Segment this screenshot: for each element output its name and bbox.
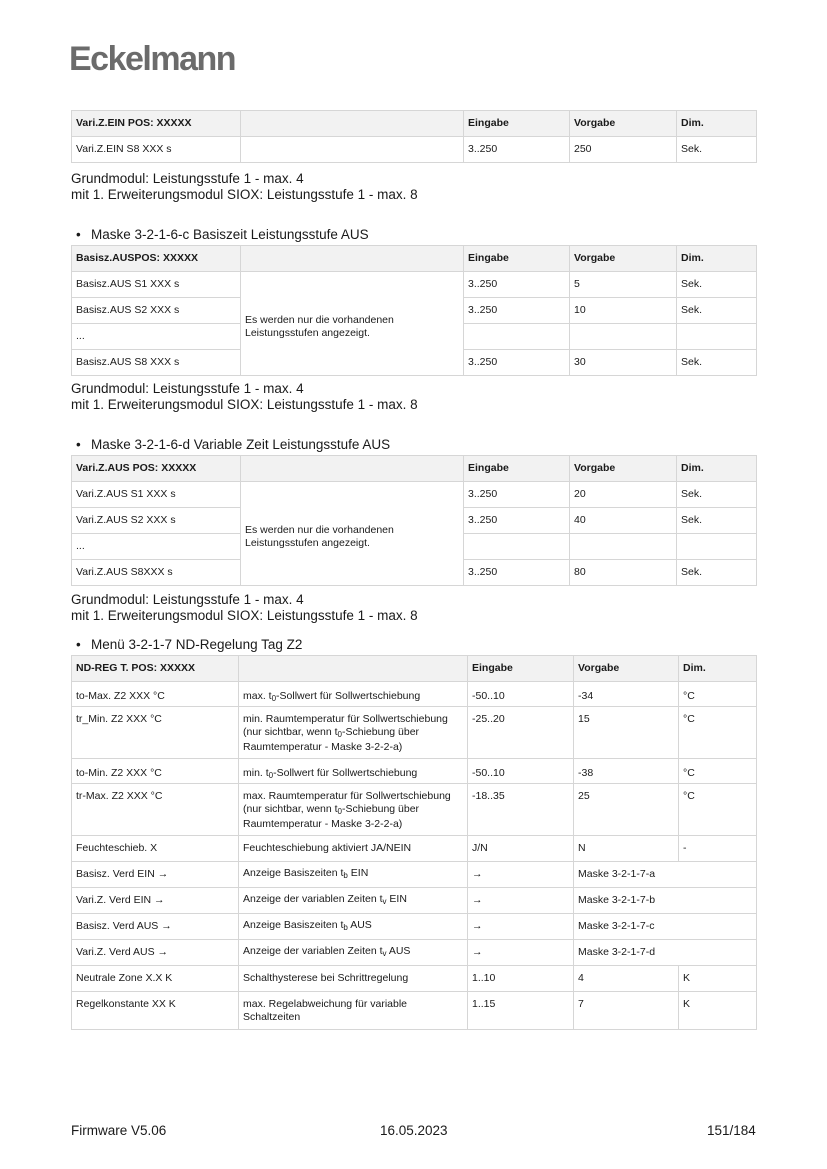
note-line: Grundmodul: Leistungsstufe 1 - max. 4 bbox=[71, 171, 304, 186]
header-cell: Vorgabe bbox=[570, 111, 677, 137]
cell: Vari.Z.AUS S1 XXX s bbox=[72, 482, 241, 508]
header-cell: Dim. bbox=[679, 656, 757, 682]
cell: Vari.Z.AUS S2 XXX s bbox=[72, 508, 241, 534]
cell: ... bbox=[72, 534, 241, 560]
cell: 30 bbox=[570, 350, 677, 376]
header-cell: Eingabe bbox=[464, 456, 570, 482]
text: min. Raumtemperatur für Sollwertschiebung (nur sichtbar, wenn t bbox=[243, 713, 448, 738]
cell: - bbox=[679, 836, 757, 862]
section-title: Maske 3-2-1-6-d Variable Zeit Leistungsstufe AUS bbox=[91, 437, 391, 452]
cell bbox=[570, 324, 677, 350]
text: min. t bbox=[243, 767, 269, 779]
cell: Vari.Z.EIN S8 XXX s bbox=[72, 137, 241, 163]
cell bbox=[570, 534, 677, 560]
subscript: 0 bbox=[337, 729, 342, 739]
text: Anzeige Basiszeiten t bbox=[243, 918, 344, 931]
cell: K bbox=[679, 992, 757, 1030]
cell bbox=[239, 759, 468, 784]
cell: max. Regelabweichung für variable Schaltzeiten bbox=[239, 992, 468, 1030]
text: -Sollwert für Sollwertschiebung bbox=[276, 690, 421, 702]
header-cell: Eingabe bbox=[464, 111, 570, 137]
text: AUS bbox=[386, 944, 411, 957]
header-cell: Eingabe bbox=[468, 656, 574, 682]
table-row bbox=[72, 888, 757, 914]
cell: 1..10 bbox=[468, 966, 574, 992]
header-cell bbox=[241, 246, 464, 272]
table-row bbox=[72, 272, 757, 298]
company-logo: Eckelmann bbox=[69, 40, 236, 78]
cell: Basisz.AUS S2 XXX s bbox=[72, 298, 241, 324]
table-row bbox=[72, 862, 757, 888]
cell: → bbox=[468, 862, 574, 888]
param-table-vari-z-aus bbox=[71, 455, 757, 586]
header-cell: Basisz.AUSPOS: XXXXX bbox=[72, 246, 241, 272]
note-line: Grundmodul: Leistungsstufe 1 - max. 4 bbox=[71, 381, 304, 396]
cell: K bbox=[679, 966, 757, 992]
cell: Basisz. Verd AUS → bbox=[72, 914, 239, 940]
cell: Sek. bbox=[677, 350, 757, 376]
footer-firmware: Firmware V5.06 bbox=[71, 1123, 167, 1138]
cell bbox=[464, 324, 570, 350]
cell: 1..15 bbox=[468, 992, 574, 1030]
note-line: Grundmodul: Leistungsstufe 1 - max. 4 bbox=[71, 592, 304, 607]
note-paragraph bbox=[71, 381, 418, 413]
table-header-row bbox=[72, 656, 757, 682]
cell: to-Min. Z2 XXX °C bbox=[72, 759, 239, 784]
cell: 3..250 bbox=[464, 137, 570, 163]
header-cell: Eingabe bbox=[464, 246, 570, 272]
subscript: b bbox=[343, 922, 348, 932]
cell: -50..10 bbox=[468, 682, 574, 707]
subscript: v bbox=[382, 896, 387, 906]
cell: Regelkonstante XX K bbox=[72, 992, 239, 1030]
header-cell: Dim. bbox=[677, 246, 757, 272]
cell: 3..250 bbox=[464, 350, 570, 376]
table-row bbox=[72, 784, 757, 836]
cell: → bbox=[468, 940, 574, 966]
footer-page-number: 151/184 bbox=[707, 1123, 756, 1138]
note-paragraph bbox=[71, 592, 418, 624]
subscript: b bbox=[343, 870, 348, 880]
note-paragraph bbox=[71, 171, 418, 203]
cell bbox=[464, 534, 570, 560]
cell: Basisz.AUS S8 XXX s bbox=[72, 350, 241, 376]
cell bbox=[239, 862, 468, 888]
table-header-row bbox=[72, 456, 757, 482]
section-title: Menü 3-2-1-7 ND-Regelung Tag Z2 bbox=[91, 637, 303, 652]
param-table-vari-z-ein bbox=[71, 110, 757, 163]
cell bbox=[239, 784, 468, 836]
cell: -34 bbox=[574, 682, 679, 707]
cell: °C bbox=[679, 759, 757, 784]
subscript: 0 bbox=[271, 694, 277, 703]
cell: 3..250 bbox=[464, 298, 570, 324]
cell: -50..10 bbox=[468, 759, 574, 784]
header-cell bbox=[241, 456, 464, 482]
subscript: v bbox=[382, 948, 387, 958]
cell: Sek. bbox=[677, 298, 757, 324]
table-row bbox=[72, 759, 757, 784]
param-table-nd-regelung bbox=[71, 655, 757, 1030]
text: EIN bbox=[386, 892, 407, 905]
cell: -18..35 bbox=[468, 784, 574, 836]
cell: 5 bbox=[570, 272, 677, 298]
cell: °C bbox=[679, 707, 757, 759]
bullet-dot: • bbox=[76, 437, 81, 452]
header-cell bbox=[241, 111, 464, 137]
cell: 10 bbox=[570, 298, 677, 324]
section-bullet bbox=[76, 227, 369, 243]
cell: → bbox=[468, 888, 574, 914]
table-row bbox=[72, 482, 757, 508]
header-cell: Dim. bbox=[677, 456, 757, 482]
cell: Sek. bbox=[677, 272, 757, 298]
header-cell: Vari.Z.AUS POS: XXXXX bbox=[72, 456, 241, 482]
cell: 3..250 bbox=[464, 482, 570, 508]
cell: Maske 3-2-1-7-d bbox=[574, 940, 757, 966]
cell: N bbox=[574, 836, 679, 862]
cell: Basisz.AUS S1 XXX s bbox=[72, 272, 241, 298]
cell: Sek. bbox=[677, 137, 757, 163]
cell: -25..20 bbox=[468, 707, 574, 759]
cell: Maske 3-2-1-7-c bbox=[574, 914, 757, 940]
table-row bbox=[72, 966, 757, 992]
cell: 7 bbox=[574, 992, 679, 1030]
text: -Schiebung über Raumtemperatur - Maske 3-2-2-a) bbox=[243, 802, 420, 830]
table-row bbox=[72, 137, 757, 163]
header-cell: Vorgabe bbox=[570, 246, 677, 272]
text: max. t bbox=[243, 690, 272, 702]
cell: Schalthysterese bei Schrittregelung bbox=[239, 966, 468, 992]
cell: Sek. bbox=[677, 560, 757, 586]
note-line: mit 1. Erweiterungsmodul SIOX: Leistungsstufe 1 - max. 8 bbox=[71, 187, 418, 202]
table-row bbox=[72, 992, 757, 1030]
cell: 4 bbox=[574, 966, 679, 992]
cell: J/N bbox=[468, 836, 574, 862]
cell: 40 bbox=[570, 508, 677, 534]
cell: Vari.Z. Verd EIN → bbox=[72, 888, 239, 914]
cell: Maske 3-2-1-7-b bbox=[574, 888, 757, 914]
text: EIN bbox=[347, 866, 369, 879]
header-cell: Vari.Z.EIN POS: XXXXX bbox=[72, 111, 241, 137]
table-row bbox=[72, 940, 757, 966]
param-table-basisz-aus bbox=[71, 245, 757, 376]
header-cell bbox=[239, 656, 468, 682]
footer-date: 16.05.2023 bbox=[380, 1123, 448, 1138]
cell: °C bbox=[679, 682, 757, 707]
cell: -38 bbox=[574, 759, 679, 784]
text: Anzeige der variablen Zeiten t bbox=[243, 892, 383, 905]
header-cell: Vorgabe bbox=[570, 456, 677, 482]
cell: 25 bbox=[574, 784, 679, 836]
text: Anzeige der variablen Zeiten t bbox=[243, 944, 383, 957]
table-row bbox=[72, 682, 757, 707]
cell: 15 bbox=[574, 707, 679, 759]
table-row bbox=[72, 707, 757, 759]
cell bbox=[239, 914, 468, 940]
text: AUS bbox=[347, 918, 372, 931]
cell: tr-Max. Z2 XXX °C bbox=[72, 784, 239, 836]
cell: tr_Min. Z2 XXX °C bbox=[72, 707, 239, 759]
cell bbox=[677, 534, 757, 560]
cell: Sek. bbox=[677, 482, 757, 508]
cell: → bbox=[468, 914, 574, 940]
text: Anzeige Basiszeiten t bbox=[243, 866, 344, 879]
table-row bbox=[72, 914, 757, 940]
cell: Maske 3-2-1-7-a bbox=[574, 862, 757, 888]
cell: 3..250 bbox=[464, 508, 570, 534]
cell: to-Max. Z2 XXX °C bbox=[72, 682, 239, 707]
text: max. Raumtemperatur für Sollwertschiebung (nur sichtbar, wenn t bbox=[243, 790, 451, 815]
note-cell: Es werden nur die vorhandenen Leistungsstufen angezeigt. bbox=[241, 272, 464, 376]
table-header-row bbox=[72, 246, 757, 272]
cell: 3..250 bbox=[464, 560, 570, 586]
cell: 80 bbox=[570, 560, 677, 586]
cell bbox=[239, 707, 468, 759]
header-cell: ND-REG T. POS: XXXXX bbox=[72, 656, 239, 682]
subscript: 0 bbox=[337, 806, 342, 816]
cell bbox=[239, 682, 468, 707]
section-bullet bbox=[76, 637, 302, 653]
cell bbox=[239, 940, 468, 966]
text: -Schiebung über Raumtemperatur - Maske 3-2-2-a) bbox=[243, 725, 420, 753]
cell bbox=[239, 888, 468, 914]
cell: Neutrale Zone X.X K bbox=[72, 966, 239, 992]
bullet-dot: • bbox=[76, 227, 81, 242]
note-cell: Es werden nur die vorhandenen Leistungsstufen angezeigt. bbox=[241, 482, 464, 586]
table-row bbox=[72, 836, 757, 862]
cell: °C bbox=[679, 784, 757, 836]
cell bbox=[677, 324, 757, 350]
section-bullet bbox=[76, 437, 390, 453]
cell: 20 bbox=[570, 482, 677, 508]
table-header-row bbox=[72, 111, 757, 137]
cell: Feuchteschiebung aktiviert JA/NEIN bbox=[239, 836, 468, 862]
cell: 250 bbox=[570, 137, 677, 163]
cell: 3..250 bbox=[464, 272, 570, 298]
cell bbox=[241, 137, 464, 163]
bullet-dot: • bbox=[76, 637, 81, 652]
cell: Feuchteschieb. X bbox=[72, 836, 239, 862]
cell: Sek. bbox=[677, 508, 757, 534]
cell: ... bbox=[72, 324, 241, 350]
text: -Sollwert für Sollwertschiebung bbox=[273, 767, 418, 779]
cell: Vari.Z. Verd AUS → bbox=[72, 940, 239, 966]
header-cell: Dim. bbox=[677, 111, 757, 137]
section-title: Maske 3-2-1-6-c Basiszeit Leistungsstufe AUS bbox=[91, 227, 369, 242]
note-line: mit 1. Erweiterungsmodul SIOX: Leistungsstufe 1 - max. 8 bbox=[71, 608, 418, 623]
header-cell: Vorgabe bbox=[574, 656, 679, 682]
cell: Basisz. Verd EIN → bbox=[72, 862, 239, 888]
subscript: 0 bbox=[268, 771, 274, 780]
cell: Vari.Z.AUS S8XXX s bbox=[72, 560, 241, 586]
note-line: mit 1. Erweiterungsmodul SIOX: Leistungsstufe 1 - max. 8 bbox=[71, 397, 418, 412]
